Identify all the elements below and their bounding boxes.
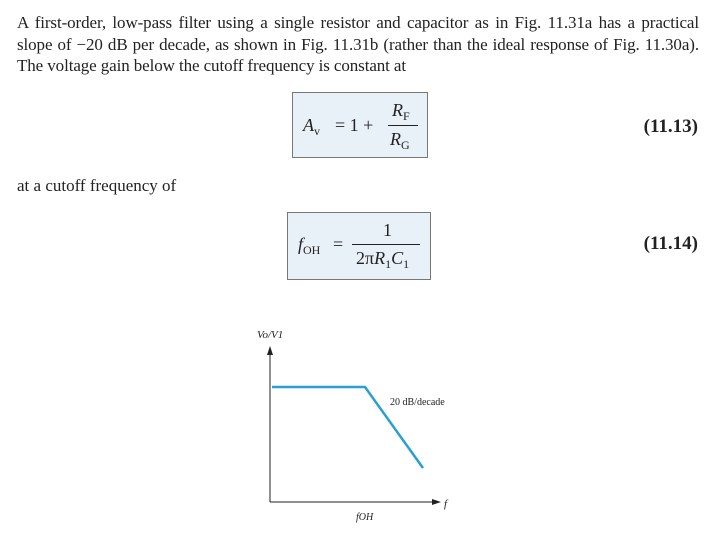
middle-text: at a cutoff frequency of	[17, 176, 177, 195]
gain-symbol: $A_v$	[303, 115, 320, 138]
equation-11-13-box	[292, 92, 428, 158]
cutoff-frequency-label: fOH	[356, 512, 374, 523]
fraction-bar	[388, 125, 418, 126]
equals-one-plus: = 1 +	[335, 115, 374, 135]
frequency-response-plot	[250, 320, 480, 535]
x-axis-arrow	[432, 499, 441, 505]
numerator-one: 1	[383, 220, 392, 240]
y-axis-arrow	[267, 346, 273, 355]
equation-11-14-box	[287, 212, 431, 280]
numerator-rf: $R_F$	[392, 100, 410, 123]
slope-annotation: 20 dB/decade	[390, 397, 445, 408]
equation-number-11-13: (11.13)	[643, 116, 698, 137]
denominator-rg: $R_G$	[390, 129, 410, 152]
x-axis-label: f	[444, 498, 448, 510]
y-axis-label: Vo/V1	[257, 329, 284, 341]
equals-sign: =	[333, 234, 344, 254]
equation-number-11-14: (11.14)	[643, 233, 698, 254]
cutoff-symbol: $f_{OH}$	[298, 234, 321, 257]
denominator: $2\pi R_1C_1$	[356, 248, 410, 271]
fraction-bar	[352, 244, 420, 245]
intro-paragraph: A first-order, low-pass filter using a single resistor and capacitor as in Fig. 11.31a has a practical slope of −20 dB per decade, as shown in Fig. 11.31b (rather than the ideal response of Fig. 11.30a). The voltage gain below the cutoff frequency is constant at	[17, 13, 699, 75]
